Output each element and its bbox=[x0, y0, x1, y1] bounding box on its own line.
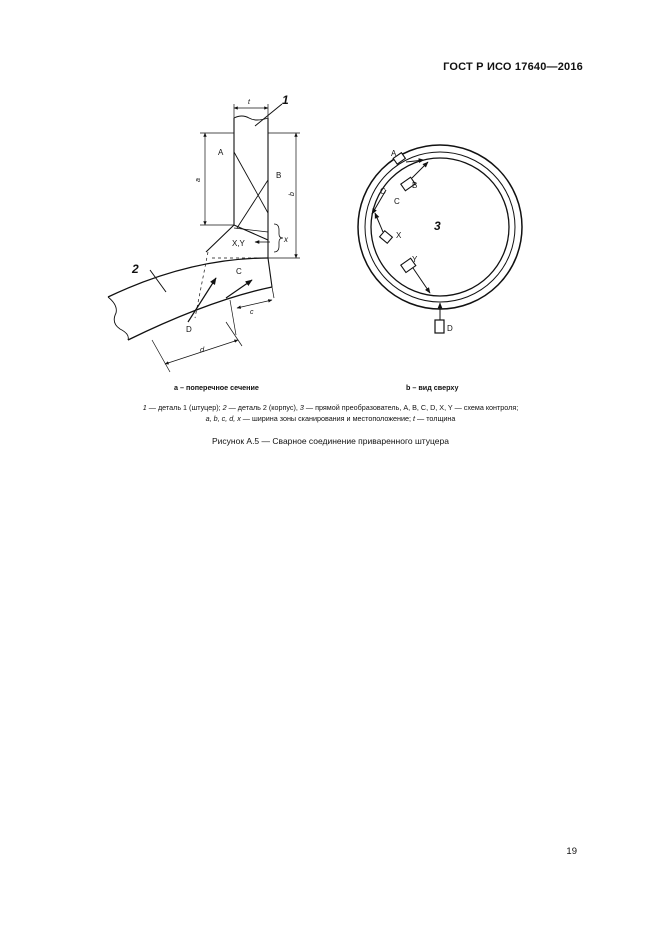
legend-num-3: 3 bbox=[299, 403, 304, 412]
probe-d-top bbox=[435, 320, 444, 333]
label-top-y: Y bbox=[412, 255, 418, 264]
label-top-c-inner: C bbox=[394, 197, 400, 206]
label-top-c-outer: C bbox=[380, 187, 386, 196]
label-dim-d: d bbox=[200, 345, 205, 354]
label-top-b: B bbox=[412, 181, 418, 190]
legend-num-2: 2 bbox=[222, 403, 227, 412]
standard-header: ГОСТ Р ИСО 17640—2016 bbox=[443, 61, 583, 73]
label-part-2: 2 bbox=[132, 262, 139, 276]
subcaption-a: a – поперечное сечение bbox=[174, 383, 259, 392]
legend-dims: a, b, c, d, x bbox=[205, 414, 241, 423]
beam-path-a bbox=[234, 152, 268, 213]
label-probe-xy: X,Y bbox=[232, 239, 245, 248]
legend-text-3: — прямой преобразователь, A, B, C, D, X, Y — схема контроля; bbox=[303, 403, 519, 412]
label-top-d: D bbox=[447, 324, 453, 333]
dim-c-line bbox=[237, 300, 272, 308]
subcaption-b: b – вид сверху bbox=[406, 383, 459, 392]
legend-text-2: — деталь 2 (корпус), bbox=[226, 403, 300, 412]
label-dim-a: a bbox=[195, 178, 202, 182]
body-end-line bbox=[268, 258, 272, 287]
probe-b-arrow-top bbox=[412, 162, 428, 178]
label-part-1: 1 bbox=[282, 93, 289, 107]
dim-x-brace bbox=[274, 224, 283, 252]
probe-d-arrow bbox=[188, 278, 216, 322]
probe-y-arrow-top bbox=[413, 268, 430, 293]
label-top-x: X bbox=[396, 231, 402, 240]
probe-x-arrow-top bbox=[375, 213, 383, 232]
label-probe-c: C bbox=[236, 267, 242, 276]
figure-caption: Рисунок А.5 — Сварное соединение приваренного штуцера bbox=[211, 436, 449, 446]
label-dim-b: b bbox=[289, 192, 296, 196]
legend-text-1: — деталь 1 (штуцер); bbox=[146, 403, 223, 412]
cross-section-drawing bbox=[108, 104, 300, 372]
label-probe-a: A bbox=[218, 148, 224, 157]
label-dim-t: t bbox=[248, 99, 250, 106]
label-top-a: A bbox=[391, 149, 397, 158]
part-2-leader bbox=[150, 270, 166, 292]
label-dim-c: c bbox=[250, 309, 254, 316]
label-dim-x: x bbox=[284, 235, 288, 244]
legend-num-t: t bbox=[413, 414, 416, 423]
label-probe-d: D bbox=[186, 325, 192, 334]
legend-num-1: 1 bbox=[142, 403, 147, 412]
label-part-3: 3 bbox=[434, 219, 441, 233]
probe-x-top bbox=[380, 231, 393, 244]
figure-legend-line-2 bbox=[60, 413, 601, 425]
top-view-drawing bbox=[358, 145, 522, 333]
page-number: 19 bbox=[566, 846, 577, 857]
legend-text-4: — ширина зоны сканирования и местоположение; bbox=[240, 414, 414, 423]
legend-text-5: — толщина bbox=[415, 414, 456, 423]
label-probe-b: B bbox=[276, 171, 282, 180]
beam-path-xy bbox=[234, 228, 268, 232]
top-view-labels bbox=[380, 149, 458, 392]
body-break-line bbox=[108, 297, 128, 340]
